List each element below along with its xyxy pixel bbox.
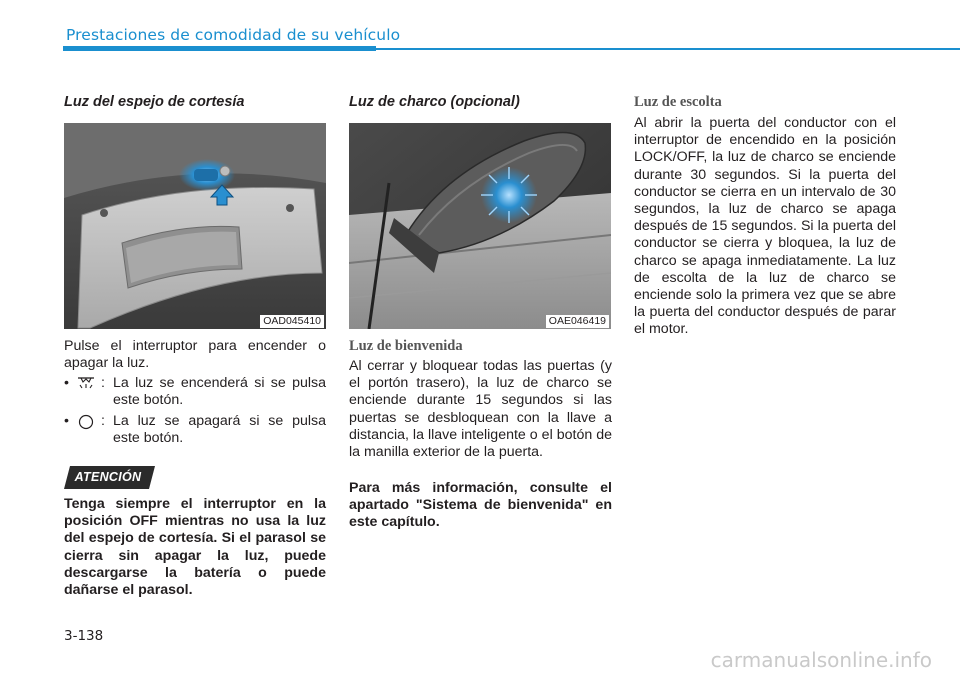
heading-vanity-mirror-light: Luz del espejo de cortesía xyxy=(64,94,245,110)
light-off-icon xyxy=(76,414,96,435)
warning-label: ATENCIÓN xyxy=(74,470,142,484)
welcome-light-text: Al cerrar y bloquear todas las puertas (y el portón trasero), la luz de charco se enciende durante 15 segundos si las puertas se desbloquean con la llave a distancia, la llave inteligente o el botón de la manilla exterior de la puerta. xyxy=(349,358,612,461)
subheading-escort-light: Luz de escolta xyxy=(634,94,722,110)
header-rule-thin xyxy=(376,48,960,50)
intro-text: Pulse el interruptor para encender o apagar la luz. xyxy=(64,338,326,372)
subheading-welcome-light: Luz de bienvenida xyxy=(349,338,463,354)
heading-puddle-light: Luz de charco (opcional) xyxy=(349,94,520,110)
bullet-text: La luz se apagará si se pulsa este botón. xyxy=(113,413,326,447)
page-number: 3-138 xyxy=(64,628,104,644)
welcome-light-note: Para más información, consulte el apartado "Sistema de bienvenida" en este capítulo. xyxy=(349,480,612,531)
header-rule-thick xyxy=(63,46,376,51)
photo-code: OAE046419 xyxy=(546,315,609,328)
photo-code: OAD045410 xyxy=(260,315,324,328)
warning-text: Tenga siempre el interruptor en la posición OFF mientras no usa la luz del espejo de cortesía. Si el parasol se cierra sin apagar la luz, puede descargarse la batería o puede dañarse el parasol. xyxy=(64,496,326,599)
light-on-icon xyxy=(76,376,96,395)
side-mirror-illustration xyxy=(349,123,611,329)
puddle-light-photo xyxy=(349,123,611,329)
bullet-light-off: • : La luz se apagará si se pulsa este botón. xyxy=(64,413,326,447)
section-title: Prestaciones de comodidad de su vehículo xyxy=(66,26,401,44)
bullet-dot: • xyxy=(64,413,69,429)
watermark: carmanualsonline.info xyxy=(710,648,932,672)
bullet-dot: • xyxy=(64,375,69,391)
bullet-light-on: • : La luz se encenderá si se pulsa este botón. xyxy=(64,375,326,409)
vanity-mirror-illustration xyxy=(64,123,326,329)
bullet-text: La luz se encenderá si se pulsa este botón. xyxy=(113,375,326,409)
escort-light-text: Al abrir la puerta del conductor con el interruptor de encendido en la posición LOCK/OFF, la luz de charco se enciende durante 30 segundos. Si la puerta del conductor se cierra en un intervalo de 30 segundos, la luz de charco se apaga después de 15 segundos. Si la puerta del conductor se cierra y bloquea, la luz de charco se apaga inmediatamente. La luz de escolta de la luz de charco se enciende solo la primera vez que se abre la puerta del conductor después de parar el motor. xyxy=(634,115,896,338)
vanity-mirror-photo xyxy=(64,123,326,329)
